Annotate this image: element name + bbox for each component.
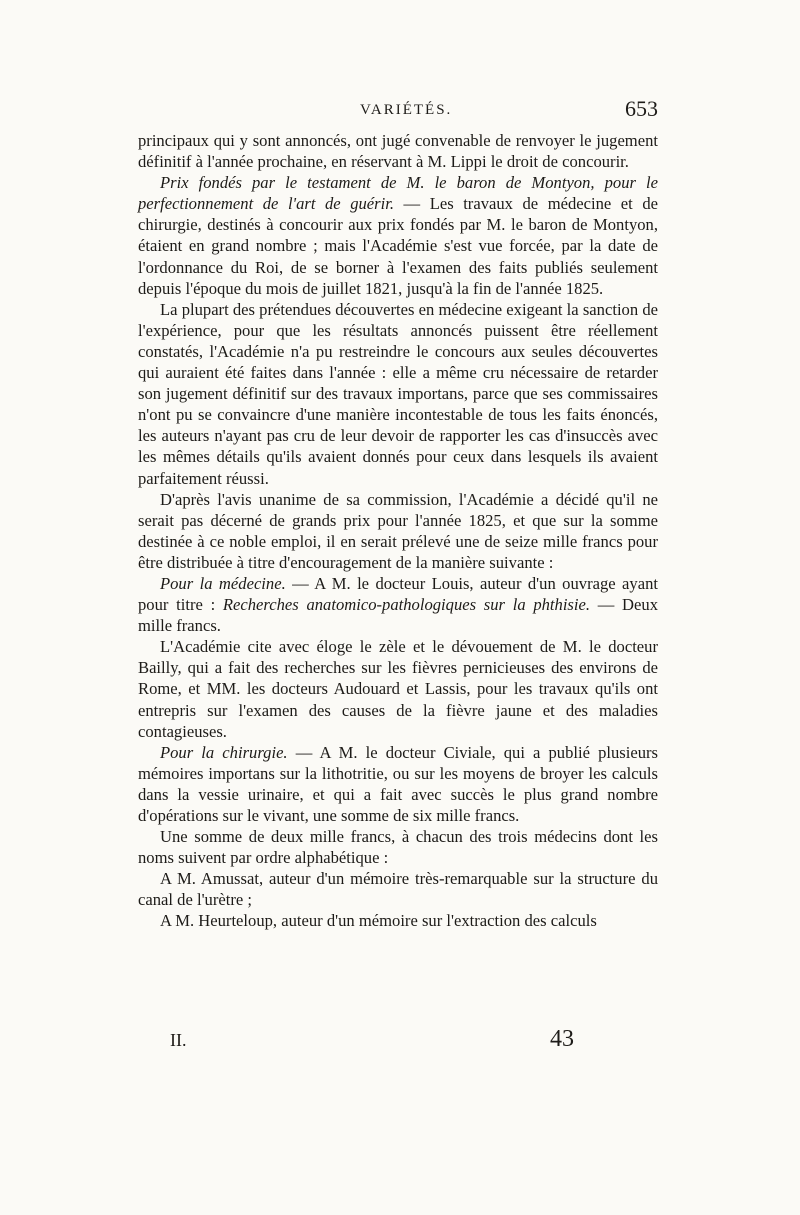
section-heading-montyon: Prix fondés par le testament de M. le baron de Montyon, pour le perfectionnement de l'art de guérir. bbox=[138, 173, 658, 214]
paragraph-1: principaux qui y sont annoncés, ont jugé convenable de renvoyer le jugement définitif à l'année prochaine, en réservant à M. Lippi le droit de concourir. bbox=[138, 131, 658, 172]
paragraph-5-text-2: — Deux mille francs. bbox=[138, 595, 658, 636]
paragraph-9: A M. Amussat, auteur d'un mémoire très-remarquable sur la structure du canal de l'urètre ; bbox=[138, 869, 658, 910]
running-head-title: VARIÉTÉS. bbox=[360, 102, 453, 118]
body-text bbox=[138, 130, 658, 932]
running-head bbox=[138, 96, 658, 128]
signature-mark: II. bbox=[170, 1030, 187, 1050]
paragraph-5-text-1: — A M. le docteur Louis, auteur d'un ouvrage ayant pour titre : bbox=[138, 573, 658, 615]
sheet-number: 43 bbox=[550, 1026, 574, 1052]
paragraph-8: Une somme de deux mille francs, à chacun des trois médecins dont les noms suivent par ordre alphabétique : bbox=[138, 827, 658, 868]
paragraph-7-text: — A M. le docteur Civiale, qui a publié plusieurs mémoires importans sur la lithotritie, ou sur les moyens de broyer les calculs dans la vessie urinaire, et qui a fait avec succès le plus grand nombre d'opérations sur le vivant, une somme de six mille francs. bbox=[138, 742, 659, 825]
paragraph-medicine bbox=[138, 573, 658, 636]
paragraph-6: L'Académie cite avec éloge le zèle et le dévouement de M. le docteur Bailly, qui a fait des recherches sur les fièvres pernicieuses des environs de Rome, et MM. les docteurs Audouard et Lassis, pour les travaux qu'ils ont entrepris sur l'examen des causes de la fièvre jaune et des maladies contagieuses. bbox=[138, 637, 658, 741]
paragraph-montyon-prizes bbox=[138, 172, 658, 299]
paragraph-10: A M. Heurteloup, auteur d'un mémoire sur l'extraction des calculs bbox=[160, 911, 597, 931]
paragraph-4: D'après l'avis unanime de sa commission, l'Académie a décidé qu'il ne serait pas décerné de grands prix pour l'année 1825, et que sur la somme destinée à ce noble emploi, il en serait prélevé une de seize mille francs pour être distribuée à titre d'encouragement de la manière suivante : bbox=[138, 489, 658, 572]
paragraph-3: La plupart des prétendues découvertes en médecine exigeant la sanction de l'expérience, pour que les résultats annoncés puissent être réellement constatés, l'Académie n'a pu restreindre le concours aux seules découvertes qui auraient été faites dans l'année : elle a même cru nécessaire de retarder son jugement définitif sur des travaux importans, parce que ses commissaires n'ont pu se convaincre d'une manière incontestable de tous les faits énoncés, les auteurs n'ayant pas cru de leur devoir de rapporter les cas d'insuccès avec les mêmes détails qu'ils avaient donnés pour ceux dans lesquels ils avaient parfaitement réussi. bbox=[138, 299, 658, 488]
page-number: 653 bbox=[625, 96, 658, 121]
paragraph-surgery bbox=[138, 742, 658, 826]
section-heading-surgery: Pour la chirurgie. bbox=[160, 742, 288, 762]
page-footer bbox=[170, 1026, 590, 1056]
book-title-recherches: Recherches anatomico-pathologiques sur la phthisie. bbox=[222, 595, 591, 615]
section-heading-medicine: Pour la médecine. bbox=[160, 573, 286, 593]
paragraph-2-text: — Les travaux de médecine et de chirurgie, destinés à concourir aux prix fondés par M. le baron de Montyon, étaient en grand nombre ; mais l'Académie s'est vue forcée, par la date de l'ordonnance du Roi, de se borner à l'examen des faits publiés seulement depuis l'époque du mois de juillet 1821, jusqu'à la fin de l'année 1825. bbox=[138, 194, 658, 298]
